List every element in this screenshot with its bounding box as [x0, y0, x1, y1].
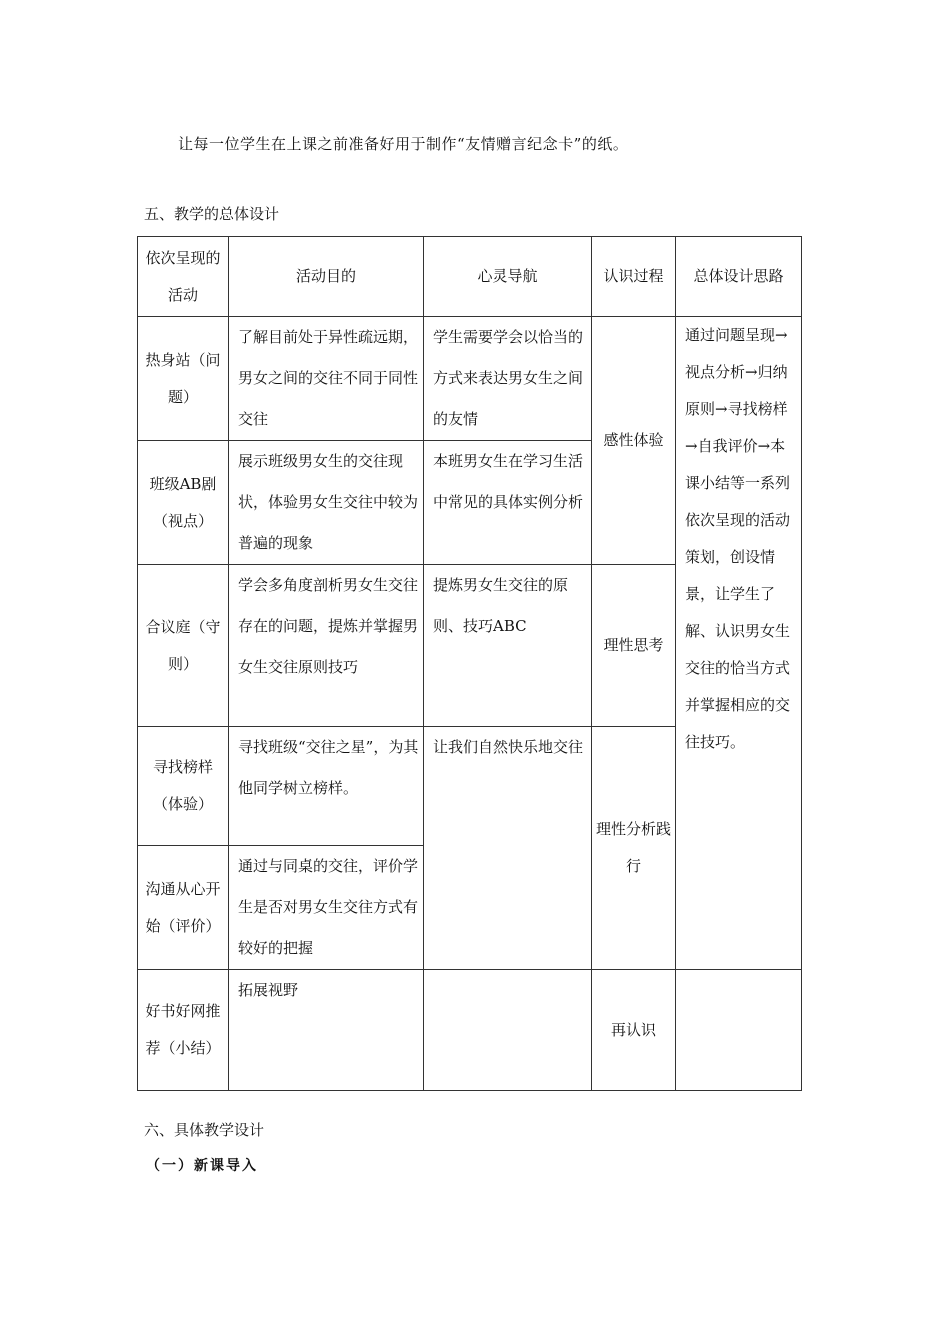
- goal-cell: 学会多角度剖析男女生交往存在的问题，提炼并掌握男女生交往原则技巧: [229, 565, 424, 727]
- section-6-heading: 六、具体教学设计: [144, 1121, 265, 1139]
- activity-cell: 沟通从心开始（评价）: [138, 846, 229, 970]
- guide-cell: 让我们自然快乐地交往: [424, 727, 592, 970]
- intro-paragraph: 让每一位学生在上课之前准备好用于制作“友情赠言纪念卡”的纸。: [178, 135, 629, 153]
- header-process: 认识过程: [592, 237, 676, 317]
- activity-cell: 寻找榜样（体验）: [138, 727, 229, 846]
- header-activity: 依次呈现的活动: [138, 237, 229, 317]
- process-cell-rational-analysis: 理性分析践行: [592, 727, 676, 970]
- guide-cell: 提炼男女生交往的原则、技巧ABC: [424, 565, 592, 727]
- header-guide: 心灵导航: [424, 237, 592, 317]
- table-row: [138, 970, 802, 1091]
- activity-cell: 合议庭（守则）: [138, 565, 229, 727]
- guide-cell: 本班男女生在学习生活中常见的具体实例分析: [424, 441, 592, 565]
- design-idea-cell: 通过问题呈现→视点分析→归纳原则→寻找榜样→自我评价→本课小结等一系列依次呈现的活动策划，创设情景，让学生了解、认识男女生交往的恰当方式并掌握相应的交往技巧。: [676, 317, 802, 970]
- header-design: 总体设计思路: [676, 237, 802, 317]
- guide-cell: [424, 970, 592, 1091]
- process-cell-rational-think: 理性思考: [592, 565, 676, 727]
- guide-cell: 学生需要学会以恰当的方式来表达男女生之间的友情: [424, 317, 592, 441]
- table-header-row: [138, 237, 802, 317]
- table-row: [138, 317, 802, 441]
- section-5-heading: 五、教学的总体设计: [144, 205, 280, 223]
- design-idea-cell-empty: [676, 970, 802, 1091]
- goal-cell: 通过与同桌的交往，评价学生是否对男女生交往方式有较好的把握: [229, 846, 424, 970]
- subsection-1-heading: （一）新课导入: [146, 1158, 258, 1174]
- process-cell-re-recognize: 再认识: [592, 970, 676, 1091]
- activity-cell: 热身站（问题）: [138, 317, 229, 441]
- activity-cell: 班级AB剧（视点）: [138, 441, 229, 565]
- goal-cell: 拓展视野: [229, 970, 424, 1091]
- activity-cell: 好书好网推荐（小结）: [138, 970, 229, 1091]
- goal-cell: 展示班级男女生的交往现状，体验男女生交往中较为普遍的现象: [229, 441, 424, 565]
- process-cell-sensory: 感性体验: [592, 317, 676, 565]
- goal-cell: 寻找班级“交往之星”，为其他同学树立榜样。: [229, 727, 424, 846]
- teaching-design-table: [137, 236, 802, 1091]
- goal-cell: 了解目前处于异性疏远期，男女之间的交往不同于同性交往: [229, 317, 424, 441]
- header-goal: 活动目的: [229, 237, 424, 317]
